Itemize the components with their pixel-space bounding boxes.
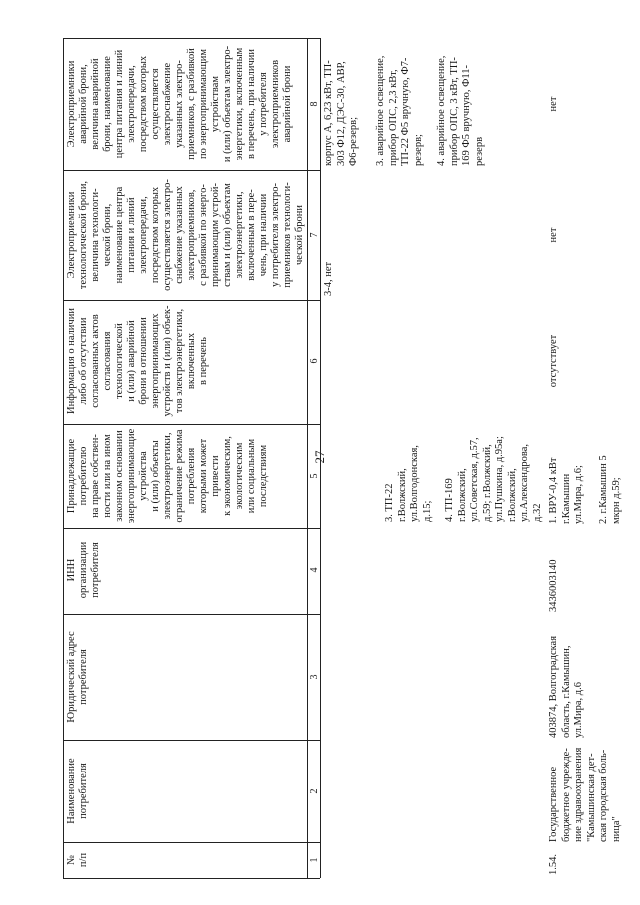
continued-tech-reserve: 3-4, нет — [323, 261, 334, 296]
acts-status: отсутствует — [548, 334, 559, 388]
header-col-7: Электроприемники технологической брони, величина технологи- ческой брони, наименование центра питания и линий электропередачи, посредством которых осуществляется электро- снабжение указанных электроприемников, с разбивкой по энерго- принимающим устрой- ствам и (или) объектам электроэнергетики, включенным в пере- чень, при наличии у потребителя электро- приемников технологи- ческой брони — [66, 179, 305, 291]
tech-reserve: нет — [548, 227, 559, 243]
col-number-2: 2 — [309, 788, 320, 794]
header-col-6: Информация о наличии либо об отсутствии согласованных актов согласования технологической и (или) аварийной брони в отношении энергопринимающих устройств и (или) объек- тов электроэнергетики, включенных в перечень — [66, 305, 209, 417]
emergency-reserve: нет — [548, 96, 559, 112]
header-col-2: Наименование потребителя — [66, 758, 89, 824]
continued-emergency-a: корпус А, 6,23 кВт, ТП- 303 Ф12, ДЭС-30, АВР, Ф6-резерв; — [323, 60, 359, 166]
col-number-6: 6 — [309, 358, 320, 364]
col-divider-4-3 — [63, 614, 320, 615]
col-divider-7-6 — [63, 300, 320, 301]
continued-object-3: 3. ТП-22 г.Волжский, ул.Волгодонская, д.15; — [384, 445, 433, 522]
numbers-row-divider — [307, 38, 308, 878]
page-number: 27 — [312, 450, 327, 464]
table-border-right — [320, 38, 321, 878]
table-border-left — [63, 38, 64, 878]
col-number-1: 1 — [309, 857, 320, 863]
col-divider-6-5 — [63, 424, 320, 425]
continued-emergency-3: 3. аварийное освещение, прибор ОПС, 2,3 кВт, ТП-22 Ф5 вручную, Ф7- резерв; — [375, 55, 424, 166]
header-col-8: Электроприемники аварийной брони, величина аварийной брони, наименование центра питания и линий электропередачи, посредством которых осуществляется электроснабжение указанных электро- приемников, с разбивкой по энергопринимающим устройствам и (или) объектам электро- энергетики, включенным в перечень, при наличии у потребителя электроприемников аварийной брони — [66, 45, 293, 163]
continued-object-4: 4. ТП-169 г.Волжский, ул.Советская, д.57, д.59; г.Волжский, ул.Пушкина, д.95а; г.Волжский, ул.Александрова, д.32 — [444, 436, 543, 522]
consumer-objects: 1. ВРУ-0,4 кВт г.Камышин ул.Мира, д.6; 2. г.Камышин 5 мкрн д.59; — [548, 455, 622, 524]
consumer-address: 403874, Волгоградская область, г.Камышин, ул.Мира, д.6 — [548, 635, 584, 738]
col-divider-bottom — [63, 878, 320, 879]
continued-emergency-4: 4. аварийное освещение, прибор ОПС, 3 кВт, ТП- 169 Ф5 вручную, Ф11- резерв — [436, 55, 485, 166]
col-number-5: 5 — [309, 473, 320, 479]
header-col-5: Принадлежащие потребителю на праве собствен- ности или на ином законном основании энергопринимающие устройства и (или) объекты электроэнергетики, ограничение режима потребления которыми может привести к экономическим, экологическим или социальным последствиям — [66, 428, 269, 524]
col-number-8: 8 — [309, 101, 320, 107]
col-divider-2-1 — [63, 842, 320, 843]
header-col-3: Юридический адрес потребителя — [66, 631, 89, 723]
col-divider-3-2 — [63, 740, 320, 741]
col-number-4: 4 — [309, 567, 320, 573]
row-number: 1.54. — [548, 854, 559, 875]
col-number-3: 3 — [309, 674, 320, 680]
col-divider-5-4 — [63, 528, 320, 529]
header-col-4: ИНН организации потребителя — [66, 541, 101, 599]
consumer-name: Государственное бюджетное учрежде- ние здравоохранения "Камышинская дет- ская городская боль- ница" — [548, 747, 622, 842]
header-col-1: № п/п — [66, 852, 89, 868]
col-divider-top — [63, 38, 320, 39]
col-divider-8-7 — [63, 170, 320, 171]
col-number-7: 7 — [309, 232, 320, 238]
consumer-inn: 3436003140 — [548, 559, 559, 612]
